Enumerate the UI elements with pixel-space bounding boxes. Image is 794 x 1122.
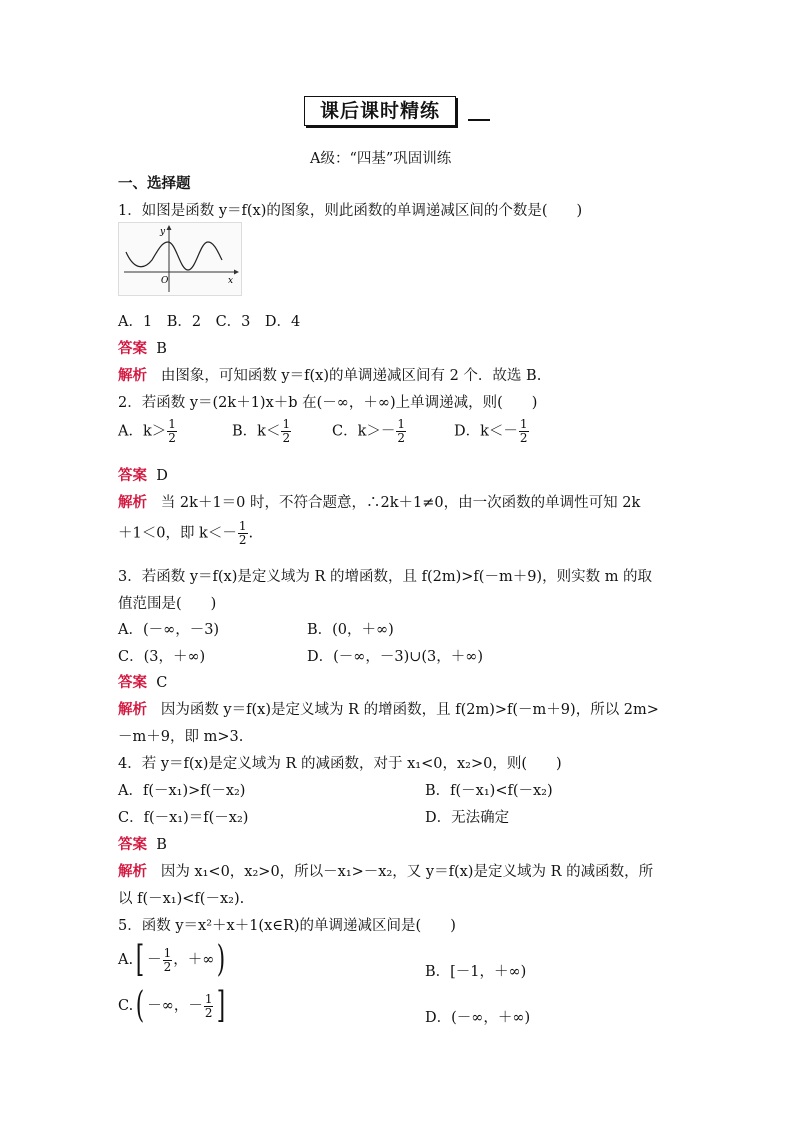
question-4-option-a: A．f(－x₁)>f(－x₂) — [118, 783, 246, 799]
page-title: 课后课时精练 — [304, 96, 456, 126]
graph-y-label: y — [160, 227, 166, 237]
answer-value: C — [156, 675, 168, 691]
question-1-analysis — [118, 364, 541, 385]
function-graph — [118, 222, 242, 296]
answer-label: 答案 — [118, 675, 147, 691]
graph-origin-label: O — [161, 276, 169, 286]
graph-x-label: x — [228, 276, 234, 286]
answer-value: B — [156, 837, 167, 853]
question-4-option-d: D．无法确定 — [425, 810, 510, 826]
question-2-option-d: D．k＜－ $\frac{1}{2}$ — [454, 417, 528, 445]
question-2-analysis-line-1 — [118, 491, 640, 512]
question-3-option-a: A．(－∞，－3) — [118, 622, 220, 638]
question-3-analysis-line-1 — [118, 698, 659, 719]
question-4-stem: 4．若 y＝f(x)是定义域为 R 的减函数，对于 x₁<0，x₂>0，则( ) — [118, 756, 562, 772]
analysis-text: 由图象，可知函数 y＝f(x)的单调递减区间有 2 个．故选 B. — [160, 368, 542, 384]
question-2-answer — [118, 464, 168, 485]
question-5-option-a: A.[ － $\frac{1}{2}$ ，＋∞) — [118, 939, 226, 980]
answer-label: 答案 — [118, 341, 147, 357]
question-4-option-c: C．f(－x₁)＝f(－x₂) — [118, 810, 249, 826]
answer-label: 答案 — [118, 837, 147, 853]
answer-label: 答案 — [118, 468, 147, 484]
question-2-analysis-line-2: ＋1＜0，即 k＜－ $\frac{1}{2}$ . — [118, 519, 254, 547]
question-5-option-c: C.( －∞，－ $\frac{1}{2}$ ] — [118, 985, 226, 1026]
question-3-option-b: B．(0，＋∞) — [307, 622, 394, 638]
question-5-option-b: B．[－1，＋∞) — [425, 964, 527, 980]
question-4-analysis-line-2: 以 f(－x₁)<f(－x₂). — [118, 891, 245, 907]
title-decoration — [468, 119, 490, 121]
question-1-options: A．1 B．2 C．3 D．4 — [118, 314, 301, 330]
question-4-answer — [118, 833, 167, 854]
analysis-text: 当 2k＋1＝0 时，不符合题意，∴2k＋1≠0，由一次函数的单调性可知 2k — [160, 495, 641, 511]
analysis-text: 因为函数 y＝f(x)是定义域为 R 的增函数，且 f(2m)>f(－m＋9)，所以 2m> — [160, 702, 659, 718]
question-4-analysis-line-1 — [118, 860, 653, 881]
question-3-stem-line-1: 3．若函数 y＝f(x)是定义域为 R 的增函数，且 f(2m)>f(－m＋9)，则实数 m 的取 — [118, 569, 653, 585]
question-3-option-d: D．(－∞，－3)∪(3，＋∞) — [307, 649, 484, 665]
question-3-analysis-line-2: －m＋9，即 m>3. — [118, 729, 244, 745]
question-2-stem: 2．若函数 y＝(2k＋1)x＋b 在(－∞，＋∞)上单调递减，则( ) — [118, 395, 538, 411]
level-heading: A级：“四基”巩固训练 — [310, 151, 452, 167]
question-5-stem: 5．函数 y＝x²＋x＋1(x∈R)的单调递减区间是( ) — [118, 918, 456, 934]
question-1-stem: 1．如图是函数 y＝f(x)的图象，则此函数的单调递减区间的个数是( ) — [118, 203, 583, 219]
section-heading: 一、选择题 — [118, 175, 191, 192]
question-2-option-b: B．k＜ $\frac{1}{2}$ — [232, 417, 291, 445]
question-3-answer — [118, 671, 167, 692]
question-3-stem-line-2: 值范围是( ) — [118, 596, 217, 612]
analysis-label: 解析 — [118, 864, 147, 880]
question-2-option-a: A．k＞ $\frac{1}{2}$ — [118, 417, 176, 445]
question-5-option-d: D．(－∞，＋∞) — [425, 1010, 531, 1026]
analysis-label: 解析 — [118, 368, 147, 384]
answer-value: D — [156, 468, 168, 484]
analysis-text: 因为 x₁<0，x₂>0，所以－x₁>－x₂，又 y＝f(x)是定义域为 R 的减函数，所 — [160, 864, 654, 880]
question-4-option-b: B．f(－x₁)<f(－x₂) — [425, 783, 553, 799]
analysis-label: 解析 — [118, 495, 147, 511]
answer-value: B — [156, 341, 167, 357]
analysis-label: 解析 — [118, 702, 147, 718]
question-2-option-c: C．k＞－ $\frac{1}{2}$ — [332, 417, 406, 445]
question-3-option-c: C．(3，＋∞) — [118, 649, 206, 665]
question-1-answer — [118, 337, 167, 358]
